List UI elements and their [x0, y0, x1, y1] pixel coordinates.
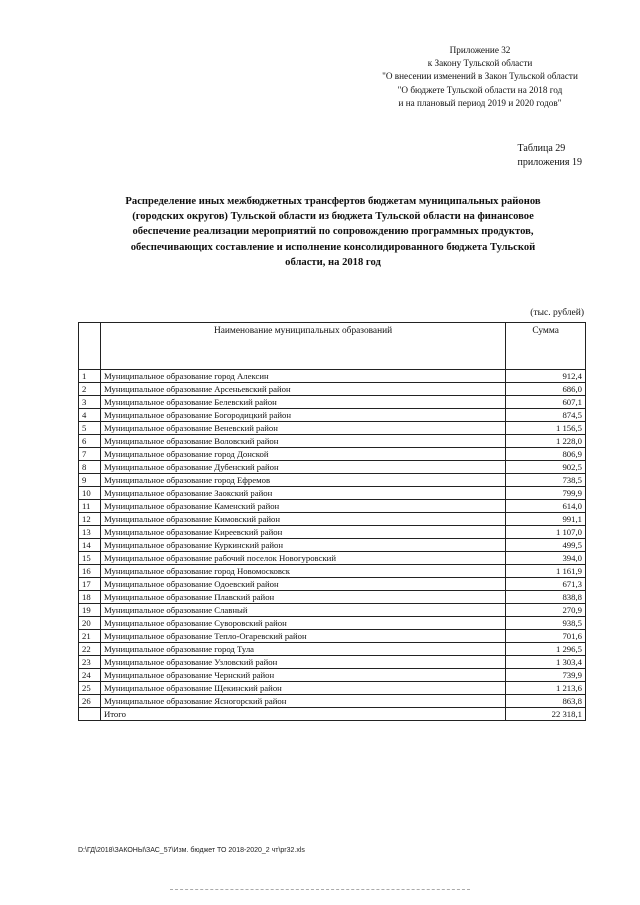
table-row — [79, 383, 586, 396]
row-sum: 991,1 — [506, 513, 586, 526]
table-row — [79, 656, 586, 669]
table-row — [79, 396, 586, 409]
transfers-table — [78, 322, 586, 721]
row-sum: 1 303,4 — [506, 656, 586, 669]
header-number-cell — [79, 323, 101, 370]
row-name: Муниципальное образование Воловский район — [100, 435, 505, 448]
row-name: Муниципальное образование рабочий поселок Новогуровский — [100, 552, 505, 565]
row-name: Муниципальное образование Куркинский район — [100, 539, 505, 552]
appendix-number: приложения 19 — [517, 157, 582, 168]
row-name: Муниципальное образование город Ефремов — [100, 474, 505, 487]
table-row — [79, 422, 586, 435]
row-sum: 1 161,9 — [506, 565, 586, 578]
row-number: 13 — [79, 526, 101, 539]
row-name: Муниципальное образование Каменский район — [100, 500, 505, 513]
row-number: 1 — [79, 370, 101, 383]
appendix-line: "О бюджете Тульской области на 2018 год — [397, 84, 563, 95]
appendix-line: к Закону Тульской области — [427, 58, 533, 69]
row-number: 8 — [79, 461, 101, 474]
title-line: (городских округов) Тульской области из бюджета Тульской области на финансовое — [132, 211, 534, 223]
row-sum: 1 107,0 — [506, 526, 586, 539]
row-number: 14 — [79, 539, 101, 552]
header-sum-cell: Сумма — [506, 323, 586, 370]
row-name: Муниципальное образование Щекинский район — [100, 682, 505, 695]
row-name: Муниципальное образование Славный — [100, 604, 505, 617]
row-number: 4 — [79, 409, 101, 422]
total-label: Итого — [100, 708, 505, 721]
row-number: 18 — [79, 591, 101, 604]
table-row — [79, 500, 586, 513]
table-row — [79, 435, 586, 448]
table-row — [79, 591, 586, 604]
row-number: 11 — [79, 500, 101, 513]
row-name: Муниципальное образование Одоевский район — [100, 578, 505, 591]
units-label: (тыс. рублей) — [530, 308, 584, 318]
row-name: Муниципальное образование Суворовский район — [100, 617, 505, 630]
row-number: 23 — [79, 656, 101, 669]
row-sum: 1 213,6 — [506, 682, 586, 695]
table-row — [79, 578, 586, 591]
table-row — [79, 565, 586, 578]
row-name: Муниципальное образование Арсеньевский район — [100, 383, 505, 396]
row-number: 7 — [79, 448, 101, 461]
title-line: Распределение иных межбюджетных трансфертов бюджетам муниципальных районов — [125, 196, 541, 207]
table-body — [79, 370, 586, 721]
row-sum: 912,4 — [506, 370, 586, 383]
table-reference — [518, 142, 582, 170]
appendix-line: "О внесении изменений в Закон Тульской области — [382, 71, 578, 82]
table-row — [79, 604, 586, 617]
row-number: 25 — [79, 682, 101, 695]
row-name: Муниципальное образование город Тула — [100, 643, 505, 656]
table-row — [79, 474, 586, 487]
row-sum: 806,9 — [506, 448, 586, 461]
row-sum: 607,1 — [506, 396, 586, 409]
row-name: Муниципальное образование Тепло-Огаревский район — [100, 630, 505, 643]
table-row — [79, 487, 586, 500]
row-name: Муниципальное образование Узловский район — [100, 656, 505, 669]
table-row — [79, 682, 586, 695]
row-name: Муниципальное образование Богородицкий район — [100, 409, 505, 422]
row-name: Муниципальное образование город Донской — [100, 448, 505, 461]
row-sum: 394,0 — [506, 552, 586, 565]
row-sum: 1 228,0 — [506, 435, 586, 448]
appendix-line: и на плановый период 2019 и 2020 годов" — [398, 97, 562, 108]
row-sum: 686,0 — [506, 383, 586, 396]
document-title — [86, 194, 580, 270]
total-number-cell — [79, 708, 101, 721]
row-sum: 701,6 — [506, 630, 586, 643]
title-line: области, на 2018 год — [285, 256, 381, 268]
row-sum: 863,8 — [506, 695, 586, 708]
row-sum: 902,5 — [506, 461, 586, 474]
table-number: Таблица 29 — [517, 143, 566, 154]
row-name: Муниципальное образование Заокский район — [100, 487, 505, 500]
table-row — [79, 448, 586, 461]
row-name: Муниципальное образование город Алексин — [100, 370, 505, 383]
table-row — [79, 539, 586, 552]
table-row — [79, 552, 586, 565]
table-row — [79, 526, 586, 539]
row-number: 16 — [79, 565, 101, 578]
appendix-header — [360, 44, 600, 110]
row-sum: 938,5 — [506, 617, 586, 630]
row-number: 20 — [79, 617, 101, 630]
row-number: 2 — [79, 383, 101, 396]
total-sum: 22 318,1 — [506, 708, 586, 721]
row-number: 22 — [79, 643, 101, 656]
table-row — [79, 643, 586, 656]
row-name: Муниципальное образование Ясногорский район — [100, 695, 505, 708]
row-sum: 1 296,5 — [506, 643, 586, 656]
table-row — [79, 669, 586, 682]
row-number: 5 — [79, 422, 101, 435]
row-number: 9 — [79, 474, 101, 487]
row-sum: 874,5 — [506, 409, 586, 422]
total-row — [79, 708, 586, 721]
row-number: 17 — [79, 578, 101, 591]
file-path: D:\ГД\2018\ЗАКОНЫ\ЗАС_57\Изм. бюджет ТО 2018-2020_2 чт\pr32.xls — [78, 847, 305, 854]
row-sum: 671,3 — [506, 578, 586, 591]
row-name: Муниципальное образование город Новомосковск — [100, 565, 505, 578]
row-number: 26 — [79, 695, 101, 708]
row-name: Муниципальное образование Киреевский район — [100, 526, 505, 539]
row-number: 21 — [79, 630, 101, 643]
table-row — [79, 513, 586, 526]
table-header-row — [79, 323, 586, 370]
row-sum: 799,9 — [506, 487, 586, 500]
row-number: 24 — [79, 669, 101, 682]
title-line: обеспечивающих составление и исполнение консолидированного бюджета Тульской — [130, 241, 536, 253]
row-sum: 838,8 — [506, 591, 586, 604]
row-sum: 1 156,5 — [506, 422, 586, 435]
scan-artifact-line — [170, 889, 470, 890]
row-sum: 614,0 — [506, 500, 586, 513]
table-row — [79, 630, 586, 643]
row-number: 3 — [79, 396, 101, 409]
row-sum: 739,9 — [506, 669, 586, 682]
row-sum: 499,5 — [506, 539, 586, 552]
row-name: Муниципальное образование Плавский район — [100, 591, 505, 604]
row-name: Муниципальное образование Чернский район — [100, 669, 505, 682]
table-row — [79, 409, 586, 422]
row-number: 10 — [79, 487, 101, 500]
row-number: 15 — [79, 552, 101, 565]
row-name: Муниципальное образование Дубенский район — [100, 461, 505, 474]
row-name: Муниципальное образование Веневский район — [100, 422, 505, 435]
title-line: обеспечение реализации мероприятий по сопровождению программных продуктов, — [132, 226, 534, 238]
row-name: Муниципальное образование Кимовский район — [100, 513, 505, 526]
header-name-cell: Наименование муниципальных образований — [100, 323, 505, 370]
row-number: 12 — [79, 513, 101, 526]
row-sum: 270,9 — [506, 604, 586, 617]
appendix-line: Приложение 32 — [449, 45, 511, 55]
table-row — [79, 695, 586, 708]
row-number: 6 — [79, 435, 101, 448]
table-row — [79, 617, 586, 630]
row-name: Муниципальное образование Белевский район — [100, 396, 505, 409]
table-row — [79, 370, 586, 383]
row-sum: 738,5 — [506, 474, 586, 487]
table-row — [79, 461, 586, 474]
row-number: 19 — [79, 604, 101, 617]
